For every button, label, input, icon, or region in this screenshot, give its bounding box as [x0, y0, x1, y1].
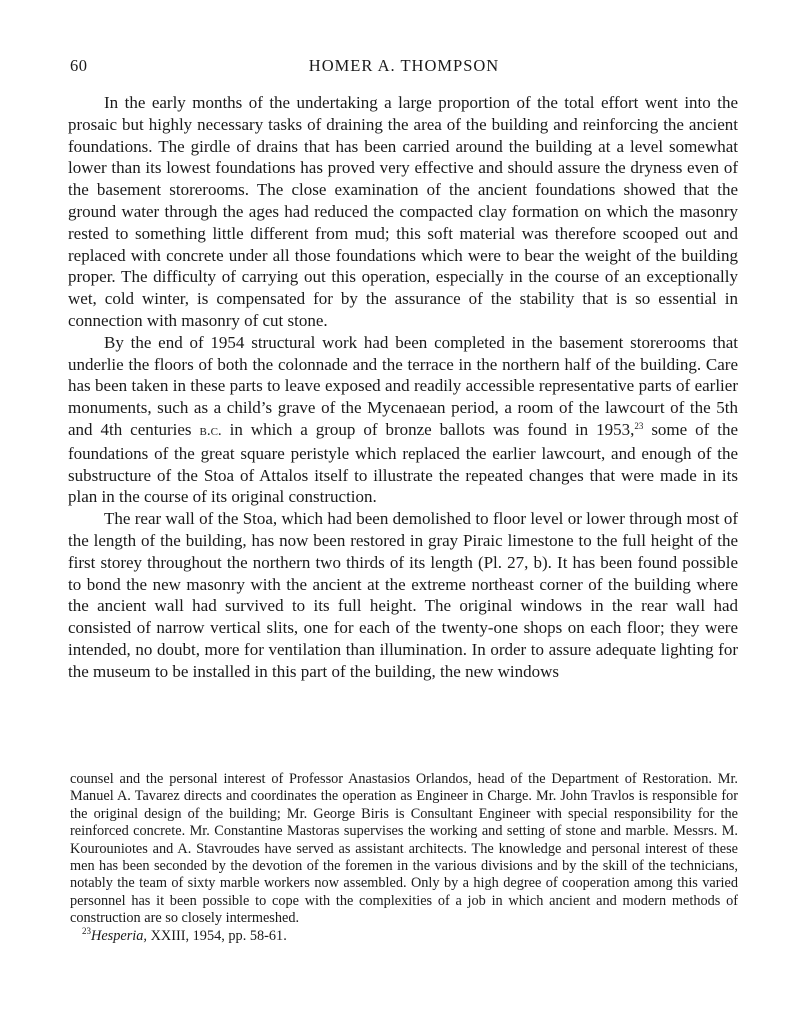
footnote-23-citation: XXIII, 1954, pp. 58-61. [150, 927, 287, 944]
paragraph-2 [68, 332, 738, 508]
footnote-ref-23: 23 [634, 420, 644, 431]
footnote-23-number: 23 [82, 925, 91, 936]
paragraph-2-part-3: some of the foundations of the great square peristyle which replaced the earlier lawcourt, and enough of the substructure of the Stoa of Attalos itself to illustrate the repeated changes that were made in its plan in the course of its original construction. [68, 419, 739, 507]
footnote-23 [70, 925, 738, 945]
paragraph-3: The rear wall of the Stoa, which had been demolished to floor level or lower through most of the length of the building, has now been restored in gray Piraic limestone to the full height of the first storey throughout the northern two thirds of its length (Pl. 27, b). It has been found possible to bond the new masonry with the ancient at the extreme northeast corner of the building where the ancient wall had survived to its full height. The original windows in the rear wall had consisted of narrow vertical slits, one for each of the twenty-one shops on each floor; they were intended, no doubt, more for ventilation than illumination. In order to assure adequate lighting for the museum to be installed in this part of the building, the new windows [68, 509, 738, 681]
era-abbreviation: b.c. [199, 422, 222, 439]
body-text [68, 92, 738, 683]
page-number: 60 [70, 56, 88, 75]
paragraph-2-part-1: By the end of 1954 structural work had been completed in the basement storerooms that underlie the floors of both the colonnade and the terrace in the northern half of the building. Care has been taken in these parts to leave exposed and readily accessible representative parts of earlier monuments, such as a child’s grave of the Mycenaean period, a room of the lawcourt of the 5th and 4th centuries [68, 332, 738, 439]
footnotes [70, 771, 738, 945]
running-head: HOMER A. THOMPSON [308, 56, 500, 75]
page-header [70, 56, 738, 78]
paragraph-2-part-2: in which a group of bronze ballots was found in 1953, [229, 419, 635, 439]
paragraph-1: In the early months of the undertaking a large proportion of the total effort went into the prosaic but highly necessary tasks of draining the area of the building and reinforcing the ancient foundations. The girdle of drains that has been carried around the building at a level somewhat lower than its lowest foundations has proved very effective and should assure the dryness even of the basement storerooms. The close examination of the ancient foundations showed that the ground water through the ages had reduced the compacted clay formation on which the masonry rested to something little different from mud; this soft material was therefore scooped out and replaced with concrete under all those foundations which were to bear the weight of the building proper. The difficulty of carrying out this operation, especially in the course of an exceptionally wet, cold winter, is compensated for by the assurance of the stability that is so essential in connection with masonry of cut stone. [68, 93, 738, 330]
footnote-23-journal: Hesperia, [91, 927, 147, 944]
footnote-continuation: counsel and the personal interest of Professor Anastasios Orlandos, head of the Department of Restoration. Mr. Manuel A. Tavarez directs and coordinates the operation as Engineer in Charge. Mr. John Travlos is responsible for the original design of the building; Mr. George Biris is Consultant Engineer with special responsibility for the reinforced concrete. Mr. Constantine Mastoras supervises the working and setting of stone and marble. Messrs. M. Kourouniotes and A. Stavroudes have served as assistant architects. The knowledge and personal interest of these men has been seconded by the devotion of the foremen in the various divisions and by the skill of the technicians, notably the team of sixty marble workers now assembled. Only by a high degree of cooperation among this varied personnel has it been possible to cope with the complexities of a job in which ancient and modern methods of construction are so closely intermeshed. [70, 771, 738, 927]
